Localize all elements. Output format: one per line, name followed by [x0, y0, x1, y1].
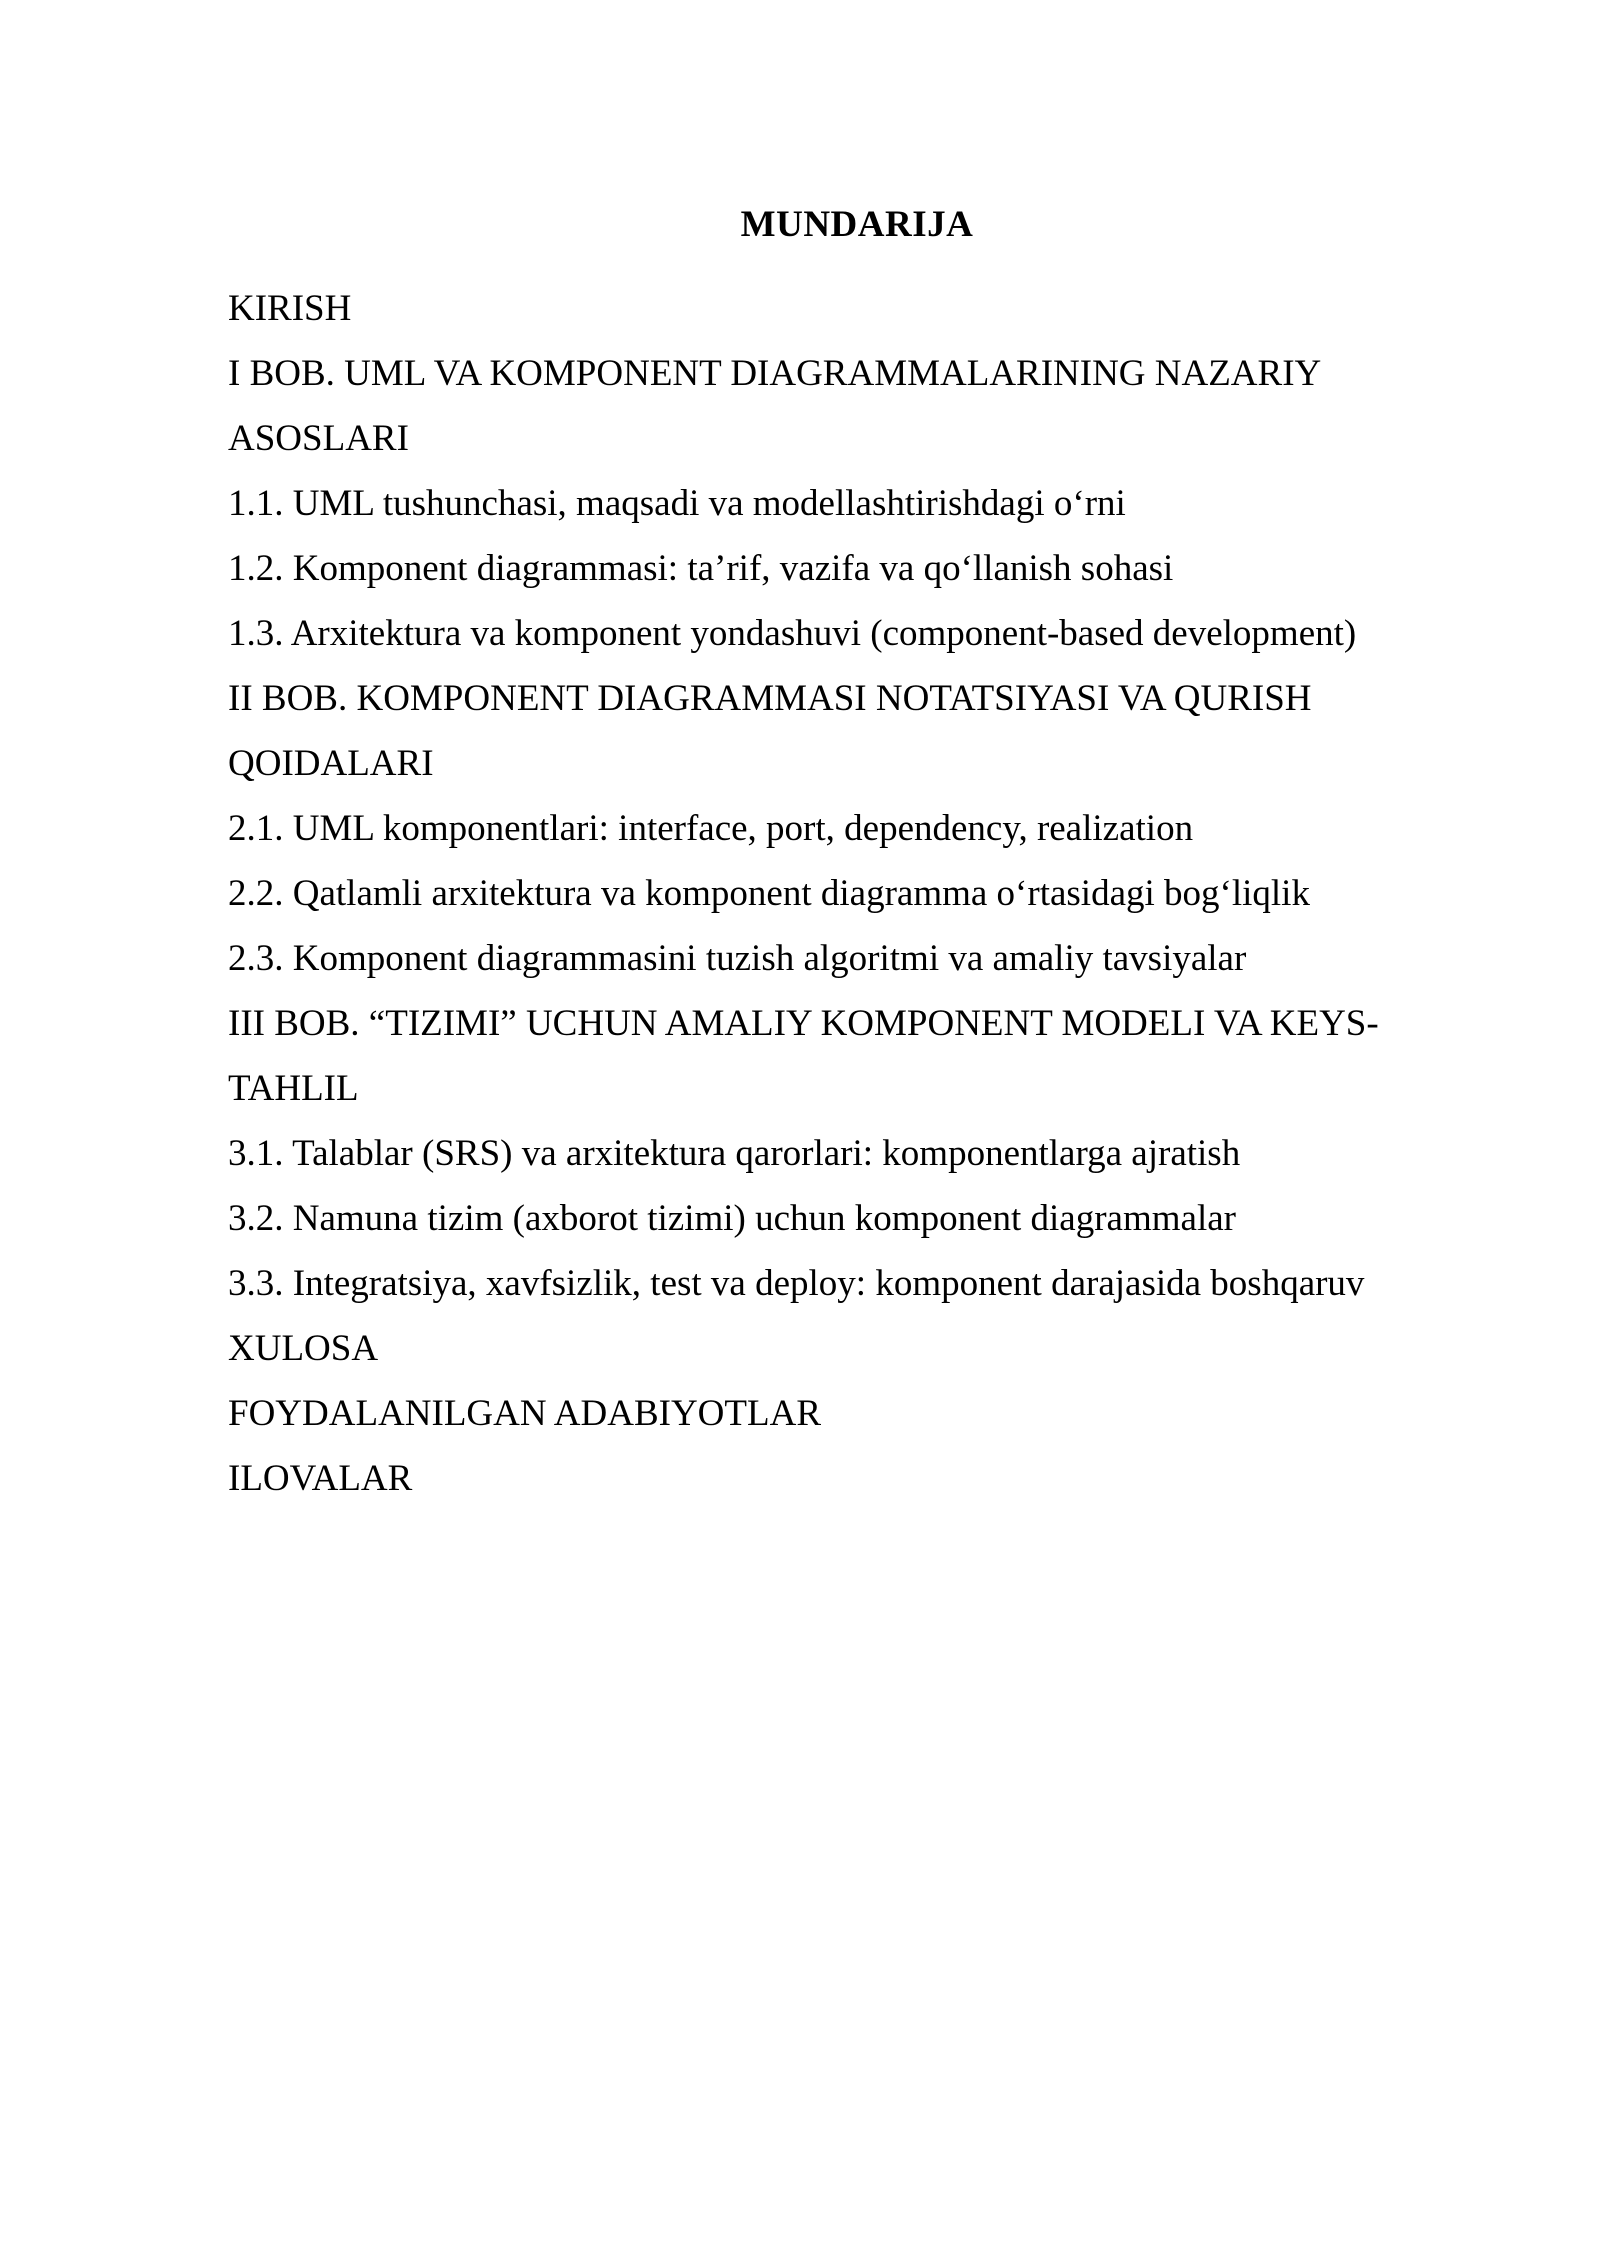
toc-line: ASOSLARI [228, 418, 409, 459]
toc-entry-kirish [228, 276, 1486, 341]
toc-line: 1.3. Arxitektura va komponent yondashuvi (component-based development) [228, 613, 1357, 654]
toc-entry-xulosa [228, 1316, 1486, 1381]
toc-line: 2.2. Qatlamli arxitektura va komponent diagramma o‘rtasidagi bog‘liqlik [228, 873, 1310, 914]
toc-entry-chapter-2 [228, 666, 1486, 796]
toc-line: 1.2. Komponent diagrammasi: ta’rif, vazifa va qo‘llanish sohasi [228, 548, 1174, 589]
toc-line: TAHLIL [228, 1068, 359, 1109]
table-of-contents [228, 276, 1486, 1511]
toc-entry-3-2 [228, 1186, 1486, 1251]
toc-line: XULOSA [228, 1328, 379, 1369]
toc-line: QOIDALARI [228, 743, 434, 784]
toc-line: II BOB. KOMPONENT DIAGRAMMASI NOTATSIYASI VA QURISH [228, 678, 1312, 719]
toc-entry-chapter-3 [228, 991, 1486, 1121]
toc-line: I BOB. UML VA KOMPONENT DIAGRAMMALARINING NAZARIY [228, 353, 1322, 394]
toc-entry-ilovalar [228, 1446, 1486, 1511]
toc-entry-2-1 [228, 796, 1486, 861]
toc-line: 3.3. Integratsiya, xavfsizlik, test va deploy: komponent darajasida boshqaruv [228, 1263, 1365, 1304]
toc-line: FOYDALANILGAN ADABIYOTLAR [228, 1393, 821, 1434]
toc-entry-chapter-1 [228, 341, 1486, 471]
toc-line: 2.3. Komponent diagrammasini tuzish algoritmi va amaliy tavsiyalar [228, 938, 1247, 979]
toc-entry-2-3 [228, 926, 1486, 991]
toc-line: III BOB. “TIZIMI” UCHUN AMALIY KOMPONENT MODELI VA KEYS- [228, 1003, 1379, 1044]
toc-line: 1.1. UML tushunchasi, maqsadi va modellashtirishdagi o‘rni [228, 483, 1126, 524]
toc-entry-adabiyotlar [228, 1381, 1486, 1446]
toc-line: 2.1. UML komponentlari: interface, port, dependency, realization [228, 808, 1194, 849]
toc-entry-1-2 [228, 536, 1486, 601]
toc-entry-3-1 [228, 1121, 1486, 1186]
toc-line: ILOVALAR [228, 1458, 413, 1499]
toc-line: 3.2. Namuna tizim (axborot tizimi) uchun komponent diagrammalar [228, 1198, 1236, 1239]
toc-line: 3.1. Talablar (SRS) va arxitektura qarorlari: komponentlarga ajratish [228, 1133, 1241, 1174]
page-title: MUNDARIJA [740, 204, 974, 245]
toc-entry-2-2 [228, 861, 1486, 926]
toc-entry-3-3 [228, 1251, 1486, 1316]
toc-line: KIRISH [228, 288, 352, 329]
toc-entry-1-1 [228, 471, 1486, 536]
toc-entry-1-3 [228, 601, 1486, 666]
